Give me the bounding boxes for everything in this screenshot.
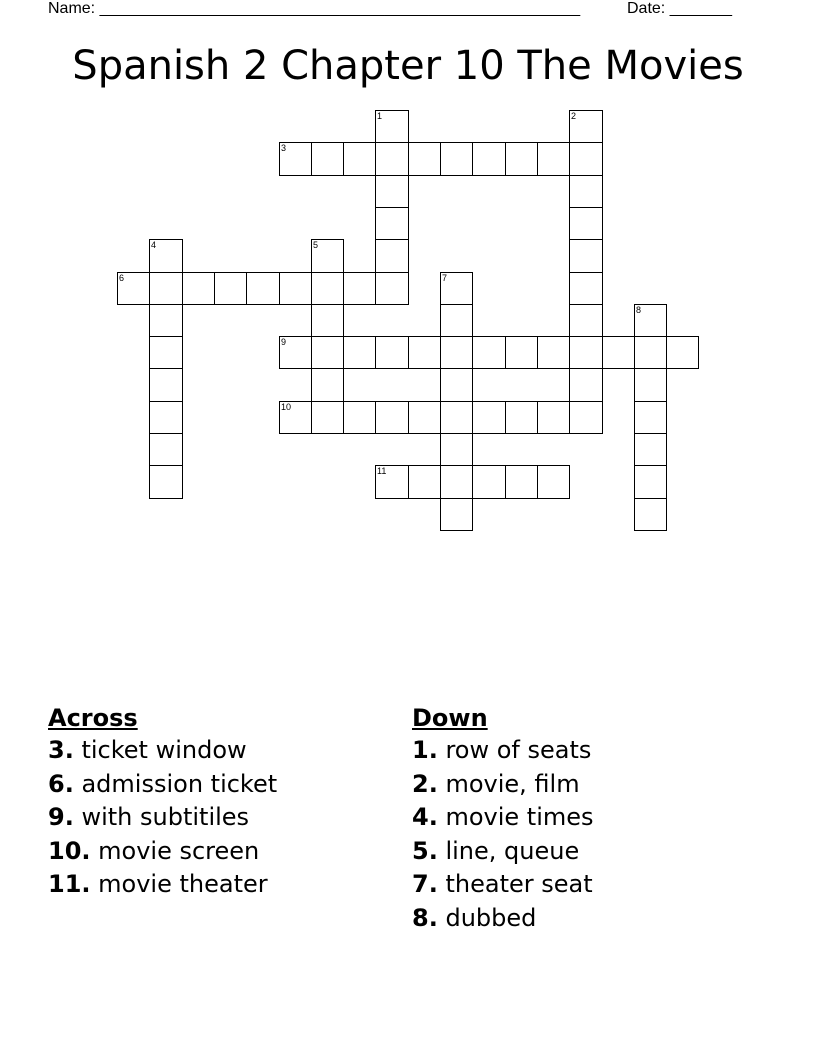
clue-across-10: [48, 835, 277, 869]
grid-cell[interactable]: [375, 336, 409, 369]
grid-cell[interactable]: [537, 465, 570, 499]
grid-cell[interactable]: [537, 142, 570, 176]
grid-cell[interactable]: [505, 142, 538, 176]
grid-cell[interactable]: [634, 336, 667, 369]
grid-cell[interactable]: [311, 401, 344, 434]
grid-cell[interactable]: [375, 465, 409, 499]
grid-cell[interactable]: [505, 401, 538, 434]
clue-number: 2.: [412, 769, 438, 798]
cell-number: 9: [281, 337, 287, 347]
grid-cell[interactable]: [569, 401, 603, 434]
clue-down-8: [412, 902, 594, 936]
grid-cell[interactable]: [311, 272, 344, 305]
cell-number: 10: [281, 402, 292, 412]
grid-cell[interactable]: [440, 336, 473, 369]
clue-across-3: [48, 734, 277, 768]
grid-cell[interactable]: [505, 465, 538, 499]
grid-cell[interactable]: [602, 336, 635, 369]
cell-number: 3: [281, 143, 287, 153]
grid-cell[interactable]: [537, 336, 570, 369]
across-clues: [48, 702, 277, 902]
down-clues: [412, 702, 594, 935]
clue-number: 7.: [412, 870, 438, 898]
cell-number: 6: [119, 273, 125, 283]
grid-cell[interactable]: [149, 239, 183, 273]
grid-cell[interactable]: [440, 368, 473, 402]
across-heading: Across: [48, 704, 138, 732]
grid-cell[interactable]: [149, 433, 183, 466]
grid-cell[interactable]: [472, 465, 506, 499]
clue-number: 8.: [412, 903, 438, 932]
clue-down-2: [412, 768, 594, 802]
grid-cell[interactable]: [149, 401, 183, 434]
clue-across-6: [48, 768, 277, 802]
clue-number: 10.: [48, 836, 91, 865]
cell-number: 2: [571, 111, 577, 121]
clue-number: 6.: [48, 769, 74, 798]
clue-text: movie screen: [98, 836, 260, 865]
grid-cell[interactable]: [375, 142, 409, 176]
grid-cell[interactable]: [569, 272, 603, 305]
cell-number: 8: [636, 305, 642, 315]
grid-cell[interactable]: [569, 207, 603, 240]
grid-cell[interactable]: [634, 433, 667, 466]
grid-cell[interactable]: [149, 272, 183, 305]
grid-cell[interactable]: [182, 272, 215, 305]
grid-cell[interactable]: [440, 142, 473, 176]
cell-number: 1: [377, 111, 383, 121]
grid-cell[interactable]: [279, 142, 312, 176]
grid-cell[interactable]: [569, 142, 603, 176]
clue-down-7: [412, 868, 594, 902]
grid-cell[interactable]: [472, 142, 506, 176]
grid-cell[interactable]: [117, 272, 150, 305]
grid-cell[interactable]: [343, 401, 376, 434]
grid-cell[interactable]: [505, 336, 538, 369]
grid-cell[interactable]: [440, 304, 473, 337]
grid-cell[interactable]: [408, 465, 441, 499]
grid-cell[interactable]: [666, 336, 699, 369]
clue-text: movie theater: [98, 870, 268, 898]
grid-cell[interactable]: [214, 272, 247, 305]
grid-cell[interactable]: [375, 207, 409, 240]
grid-cell[interactable]: [569, 336, 603, 369]
grid-cell[interactable]: [569, 368, 603, 402]
grid-cell[interactable]: [440, 465, 473, 499]
cell-number: 5: [313, 240, 319, 250]
grid-cell[interactable]: [408, 142, 441, 176]
grid-cell[interactable]: [440, 272, 473, 305]
grid-cell[interactable]: [375, 110, 409, 143]
grid-cell[interactable]: [246, 272, 280, 305]
grid-cell[interactable]: [408, 336, 441, 369]
grid-cell[interactable]: [634, 401, 667, 434]
grid-cell[interactable]: [408, 401, 441, 434]
grid-cell[interactable]: [569, 175, 603, 208]
grid-cell[interactable]: [375, 401, 409, 434]
down-heading: Down: [412, 704, 488, 732]
grid-cell[interactable]: [472, 401, 506, 434]
grid-cell[interactable]: [149, 368, 183, 402]
clue-number: 11.: [48, 870, 91, 898]
clue-across-9: [48, 801, 277, 835]
clue-down-1: [412, 734, 594, 768]
clue-text: row of seats: [445, 736, 592, 764]
grid-cell[interactable]: [537, 401, 570, 434]
clue-text: ticket window: [81, 736, 247, 764]
grid-cell[interactable]: [149, 336, 183, 369]
date-field-label: Date: _______: [627, 0, 732, 17]
clue-down-4: [412, 801, 594, 835]
cell-number: 7: [442, 273, 448, 283]
grid-cell[interactable]: [634, 465, 667, 499]
cell-number: 11: [377, 466, 387, 476]
grid-cell[interactable]: [634, 304, 667, 337]
grid-cell[interactable]: [440, 433, 473, 466]
grid-cell[interactable]: [311, 368, 344, 402]
grid-cell[interactable]: [569, 304, 603, 337]
grid-cell[interactable]: [343, 336, 376, 369]
clue-text: line, queue: [445, 836, 580, 865]
clue-text: dubbed: [445, 903, 537, 932]
clue-text: admission ticket: [81, 769, 278, 798]
clue-number: 3.: [48, 736, 74, 764]
grid-cell[interactable]: [149, 304, 183, 337]
grid-cell[interactable]: [311, 336, 344, 369]
grid-cell[interactable]: [279, 336, 312, 369]
grid-cell[interactable]: [311, 239, 344, 273]
page-title: Spanish 2 Chapter 10 The Movies: [72, 43, 744, 89]
grid-cell[interactable]: [440, 498, 473, 531]
grid-cell[interactable]: [440, 401, 473, 434]
clue-down-5: [412, 835, 594, 869]
grid-cell[interactable]: [311, 304, 344, 337]
grid-cell[interactable]: [375, 272, 409, 305]
name-field-label: Name: ______________________________________________________: [48, 0, 581, 17]
grid-cell[interactable]: [634, 498, 667, 531]
grid-cell[interactable]: [569, 110, 603, 143]
grid-cell[interactable]: [472, 336, 506, 369]
grid-cell[interactable]: [279, 272, 312, 305]
clue-text: movie, film: [445, 769, 580, 798]
clue-number: 1.: [412, 736, 438, 764]
grid-cell[interactable]: [375, 175, 409, 208]
cell-number: 4: [151, 240, 157, 250]
grid-cell[interactable]: [343, 272, 376, 305]
clue-number: 4.: [412, 803, 438, 831]
grid-cell[interactable]: [311, 142, 344, 176]
clue-text: movie times: [445, 803, 594, 831]
grid-cell[interactable]: [634, 368, 667, 402]
clue-text: with subtitiles: [81, 803, 250, 831]
clue-number: 5.: [412, 836, 438, 865]
clue-number: 9.: [48, 803, 74, 831]
grid-cell[interactable]: [343, 142, 376, 176]
grid-cell[interactable]: [149, 465, 183, 499]
grid-cell[interactable]: [375, 239, 409, 273]
clue-text: theater seat: [445, 870, 593, 898]
clue-across-11: [48, 868, 277, 902]
grid-cell[interactable]: [569, 239, 603, 273]
grid-cell[interactable]: [279, 401, 312, 434]
